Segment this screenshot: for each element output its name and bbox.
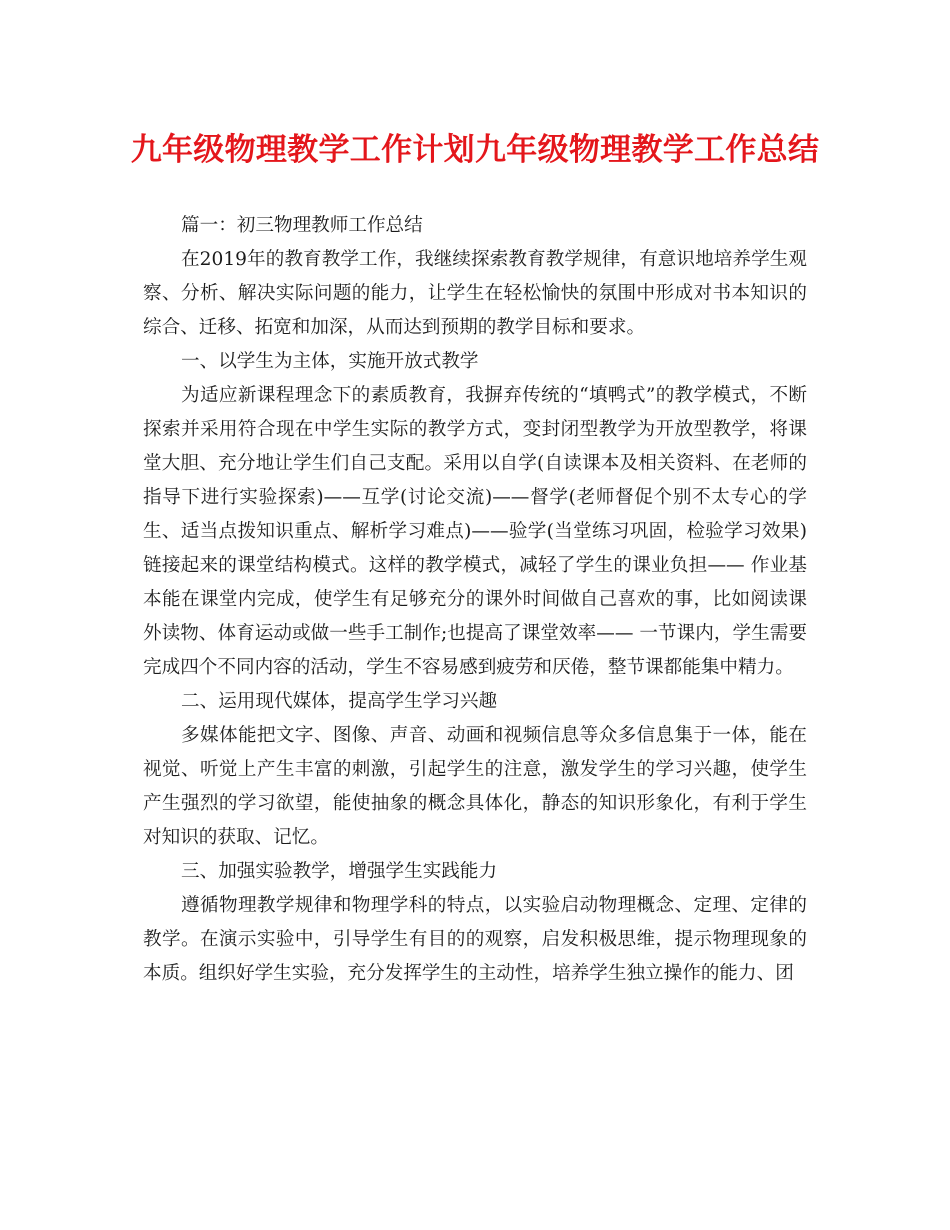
document-title: 九年级物理教学工作计划九年级物理教学工作总结 xyxy=(130,132,820,168)
section-heading-1: 一、以学生为主体，实施开放式教学 xyxy=(181,351,479,372)
document-body xyxy=(143,209,807,991)
section-1-paragraph: 为适应新课程理念下的素质教育，我摒弃传统的“填鸭式”的教学模式，不断探索并采用符合现在中学生实际的教学方式，变封闭型教学为开放型教学，将课堂大胆、充分地让学生们自己支配。采用以自学(自读课本及相关资料、在老师的指导下进行实验探索)——互学(讨论交流)——督学(老师督促个别不太专心的学生、适当点拨知识重点、解析学习难点)——验学(当堂练习巩固，检验学习效果)链接起来的课堂结构模式。这样的教学模式，减轻了学生的课业负担—— 作业基本能在课堂内完成，使学生有足够充分的课外时间做自己喜欢的事，比如阅读课外读物、体育运动或做一些手工制作;也提高了课堂效率—— 一节课内，学生需要完成四个不同内容的活动，学生不容易感到疲劳和厌倦，整节课都能集中精力。 xyxy=(143,385,807,678)
section-2-paragraph: 多媒体能把文字、图像、声音、动画和视频信息等众多信息集于一体，能在视觉、听觉上产生丰富的刺激，引起学生的注意，激发学生的学习兴趣，使学生产生强烈的学习欲望，能使抽象的概念具体化，静态的知识形象化，有利于学生对知识的获取、记忆。 xyxy=(143,725,807,848)
intro-paragraph: 在2019年的教育教学工作，我继续探索教育教学规律，有意识地培养学生观察、分析、解决实际问题的能力，让学生在轻松愉快的氛围中形成对书本知识的综合、迁移、拓宽和加深，从而达到预期的教学目标和要求。 xyxy=(143,249,807,338)
section-heading-2: 二、运用现代媒体，提高学生学习兴趣 xyxy=(181,691,498,712)
section-heading-3: 三、加强实验教学，增强学生实践能力 xyxy=(181,861,498,882)
section-3-paragraph: 遵循物理教学规律和物理学科的特点，以实验启动物理概念、定理、定律的教学。在演示实验中，引导学生有目的的观察，启发积极思维，提示物理现象的本质。组织好学生实验，充分发挥学生的主动性，培养学生独立操作的能力、团 xyxy=(143,895,807,984)
section-label: 篇一：初三物理教师工作总结 xyxy=(181,215,423,236)
